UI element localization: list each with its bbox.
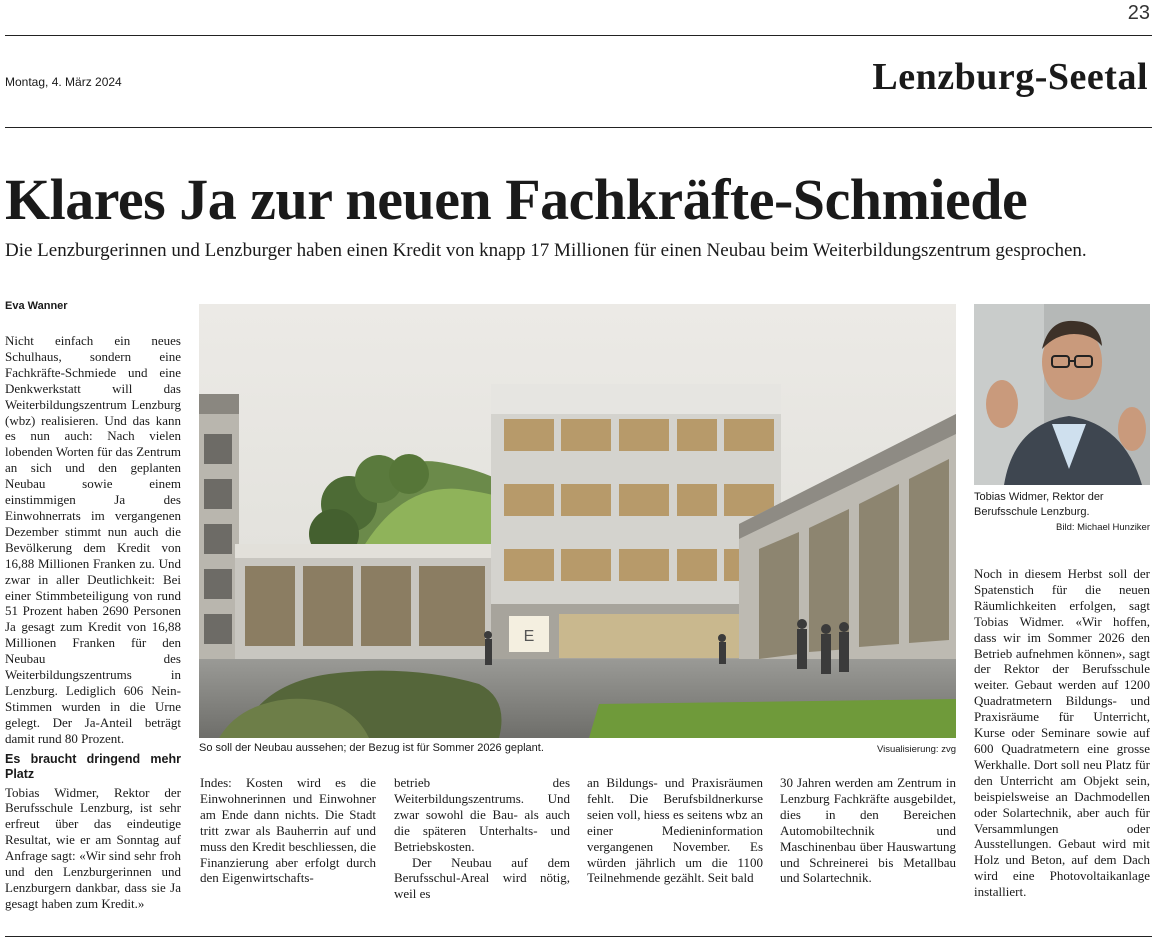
body-paragraph: Tobias Widmer, Rektor der Berufsschule Lenzburg, ist sehr erfreut über das eindeutige Resultat, wie er am Sonntag auf Anfrage sagt: «Wir sind sehr froh und den Lenzburgerinnen und Lenzburgern dankbar, dass sie Ja gesagt haben zum Kredit.»: [5, 784, 181, 911]
author-byline: Eva Wanner: [5, 300, 68, 312]
body-paragraph: Noch in diesem Herbst soll der Spatenstich für die neuen Räumlichkeiten erfolgen, sagt Tobias Widmer. «Wir hoffen, dass wir im Sommer 2026 den Betrieb aufnehmen können», sagt der Rektor der Berufsschule weiter. Gebaut werden auf 1200 Quadratmetern Bildungs- und Praxisräume für Unterricht, Kurse oder Seminare sowie auf 600 Quadratmetern eine grosse Werkhalle. Dort soll neu Platz für den Unterricht am Objekt sein, beispielsweise an Dachmodellen oder Solartechnik, aber auch für Versammlungen oder Ausstellungen. Gebaut wird mit Holz und Beton, auf dem Dach wird eine Photovoltaikanlage installiert.: [974, 566, 1150, 900]
body-paragraph: Indes: Kosten wird es die Einwohnerinnen und Einwohner am Ende dann nichts. Die Stadt tritt zwar als Bauherrin auf und muss den Kredit beschliessen, die Finanzierung aber erfolgt durch den Eigenwirtschafts-: [200, 775, 376, 886]
portrait-credit: Bild: Michael Hunziker: [1056, 522, 1150, 533]
main-photo-caption: So soll der Neubau aussehen; der Bezug ist für Sommer 2026 geplant.: [199, 742, 544, 754]
body-paragraph: Der Neubau auf dem Berufsschul-Areal wird nötig, weil es: [394, 854, 570, 902]
portrait-caption: Tobias Widmer, Rektor der Berufsschule Lenzburg.: [974, 491, 1104, 518]
section-title: Lenzburg-Seetal: [872, 56, 1148, 98]
issue-date: Montag, 4. März 2024: [5, 75, 122, 89]
body-paragraph: an Bildungs- und Praxisräumen fehlt. Die Berufsbildnerkurse seien voll, hiess es seitens wbz an einer Medieninformation vergangenen November. Es würden jährlich um die 1100 Teilnehmende gezählt. Seit bald: [587, 775, 763, 886]
header-bottom-rule: [5, 127, 1152, 128]
headline: Klares Ja zur neuen Fachkräfte-Schmiede: [5, 167, 1028, 232]
article-column-1: [5, 333, 181, 912]
article-column-4: [587, 775, 763, 886]
article-column-3: [394, 775, 570, 902]
footer-rule: [5, 936, 1152, 937]
body-paragraph: Nicht einfach ein neues Schulhaus, sondern eine Fachkräfte-Schmiede und eine Denkwerkstatt will das Weiterbildungszentrum Lenzburg (wbz) realisieren. Und das kann es nun auch: Nach vielen lobenden Worten für das Zentrum an sich und den geplanten Neubau sowie einem einstimmigen Ja des Einwohnerrats im vergangenen Dezember stimmt nun auch die Bevölkerung dem Kredit von 16,88 Millionen Franken zu. Und zwar in aller Deutlichkeit: Bei einer Stimmbeteiligung von rund 51 Prozent haben 2690 Personen Ja gesagt zum Kredit von 16,88 Millionen Franken für den Neubau des Weiterbildungszentrums in Lenzburg. Lediglich 606 Nein-Stimmen wurden in die Urne gelegt. Der Ja-Anteil beträgt damit rund 80 Prozent.: [5, 333, 181, 746]
portrait-photo: [974, 304, 1150, 485]
header-top-rule: [5, 35, 1152, 36]
building-visualization-image: [199, 304, 956, 738]
main-photo: [199, 304, 956, 738]
page-number: 23: [1127, 2, 1150, 24]
body-paragraph: 30 Jahren werden am Zentrum in Lenzburg Fachkräfte ausgebildet, dies in den Bereichen Automobiltechnik und Maschinenbau über Hauswartung und Schreinerei bis Metallbau und Solartechnik.: [780, 775, 956, 886]
portrait-image: [974, 304, 1150, 485]
body-paragraph: betrieb des Weiterbildungszentrums. Und zwar sowohl die Bau- als auch die späteren Unterhalts- und Betriebskosten.: [394, 775, 570, 854]
article-column-2: [200, 775, 376, 886]
lead-paragraph: Die Lenzburgerinnen und Lenzburger haben einen Kredit von knapp 17 Millionen für einen Neubau beim Weiterbildungszentrum gesprochen.: [5, 240, 1087, 261]
subheading: Es braucht dringend mehr Platz: [5, 751, 181, 781]
building-sign-letter: E: [523, 628, 535, 645]
main-photo-credit: Visualisierung: zvg: [876, 744, 956, 755]
article-column-6: [974, 566, 1150, 900]
article-column-5: [780, 775, 956, 886]
